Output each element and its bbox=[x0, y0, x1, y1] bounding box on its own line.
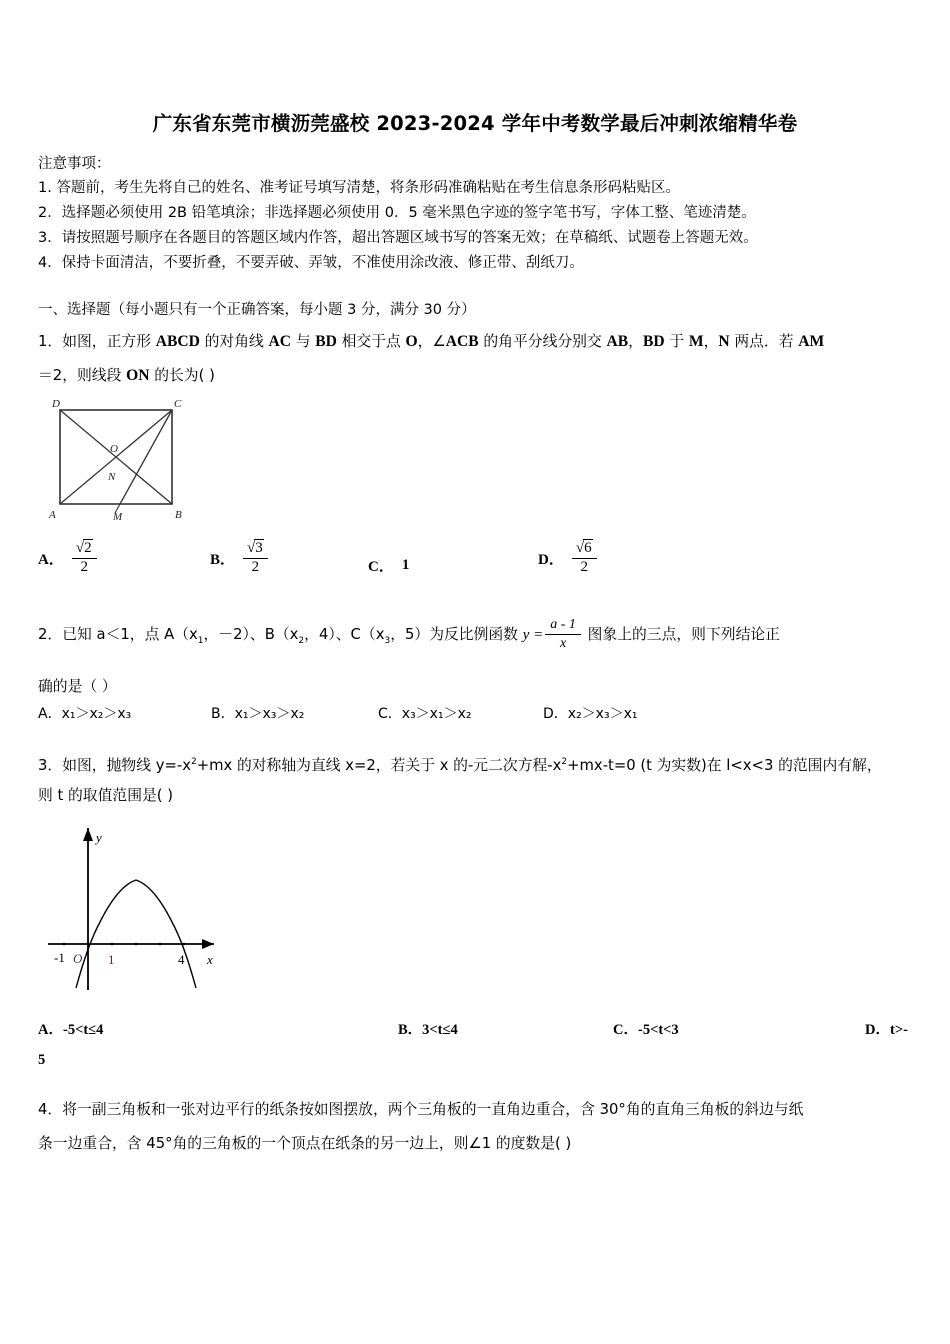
q1-text-e: ，∠ bbox=[417, 333, 446, 350]
q2-sub-2: 2 bbox=[298, 635, 305, 646]
q3-option-a[interactable] bbox=[38, 1018, 103, 1039]
q2-option-a[interactable] bbox=[38, 703, 131, 723]
q1-option-a-denominator: 2 bbox=[80, 558, 88, 575]
q1-text-b: 的对角线 bbox=[199, 333, 269, 350]
notice-item-2: 2．选择题必须使用 2B 铅笔填涂；非选择题必须使用 0．5 毫米黑色字迹的签字笔书写，字体工整、笔迹清楚。 bbox=[38, 205, 756, 221]
question-1-figure bbox=[42, 392, 212, 524]
q2-option-b[interactable] bbox=[211, 703, 304, 723]
q1-line2-post: 的长为( ) bbox=[149, 367, 215, 384]
q1-option-b-fraction bbox=[243, 541, 268, 576]
q2-text-b: ，－2）、B（x bbox=[203, 626, 299, 643]
svg-text:A: A bbox=[49, 509, 56, 521]
q1-option-a-numerator: √2 bbox=[72, 541, 97, 559]
question-2-line-1 bbox=[38, 618, 922, 658]
notices-heading: 注意事项： bbox=[38, 156, 111, 172]
svg-text:M: M bbox=[113, 511, 123, 523]
q3-text-a: 3．如图，抛物线 y=-x bbox=[38, 756, 191, 774]
q3-text-b: +mx 的对称轴为直线 x=2，若关于 x 的-元二次方程-x bbox=[196, 756, 562, 774]
q1-ab: AB bbox=[606, 333, 629, 350]
q1-option-a[interactable] bbox=[38, 541, 97, 576]
svg-text:y: y bbox=[96, 830, 102, 845]
q1-text-h: 于 bbox=[664, 333, 689, 350]
q1-n: N bbox=[718, 333, 730, 350]
q2-option-a-label: A． bbox=[38, 706, 62, 722]
q3-option-d-label: D． bbox=[865, 1022, 890, 1038]
q2-inverse-fraction bbox=[545, 617, 581, 650]
q1-option-b-denominator: 2 bbox=[251, 558, 260, 575]
q1-option-b-numerator: √3 bbox=[243, 541, 268, 559]
q1-option-d[interactable] bbox=[538, 541, 597, 576]
q2-text-d: ，5）为反比例函数 bbox=[390, 626, 523, 643]
q1-text-j: 两点．若 bbox=[729, 333, 799, 350]
q1-bd: BD bbox=[315, 333, 337, 350]
q2-text-a: 2．已知 a＜1，点 A（x bbox=[38, 626, 198, 643]
q2-option-b-label: B． bbox=[211, 706, 235, 722]
q3-option-b-label: B． bbox=[398, 1022, 423, 1038]
q2-text-c: ，4）、C（x bbox=[304, 626, 385, 643]
svg-text:1: 1 bbox=[108, 952, 115, 967]
q3-option-d-wrap: 5 bbox=[38, 1052, 46, 1068]
question-2-line-2: 确的是（ ） bbox=[38, 678, 117, 695]
q1-option-d-label: D． bbox=[538, 551, 564, 568]
q1-acb: ACB bbox=[445, 333, 479, 350]
square-diagram-svg bbox=[42, 392, 212, 524]
svg-text:D: D bbox=[52, 398, 60, 410]
q3-option-a-label: A． bbox=[38, 1022, 63, 1038]
q1-text-i: ， bbox=[703, 333, 719, 350]
q1-am: AM bbox=[798, 333, 825, 350]
q3-option-d[interactable] bbox=[865, 1018, 908, 1039]
q2-option-a-value: x₁＞x₂＞x₃ bbox=[61, 706, 132, 722]
svg-text:O: O bbox=[110, 443, 118, 455]
q2-fraction-numerator: a - 1 bbox=[545, 617, 581, 634]
q2-y-equals: y = bbox=[522, 627, 544, 643]
q2-sub-1: 1 bbox=[197, 635, 204, 646]
q2-option-c-label: C． bbox=[378, 706, 402, 722]
section-heading: 一、选择题（每小题只有一个正确答案，每小题 3 分，满分 30 分） bbox=[38, 302, 476, 318]
question-1-options bbox=[38, 533, 922, 585]
svg-text:C: C bbox=[174, 398, 182, 410]
q3-option-c[interactable] bbox=[613, 1018, 679, 1039]
q2-option-c-value: x₃＞x₁＞x₂ bbox=[401, 706, 472, 722]
q1-text-d: 相交于点 bbox=[336, 333, 406, 350]
q1-ac: AC bbox=[268, 333, 292, 350]
q1-option-d-denominator: 2 bbox=[580, 558, 588, 575]
q1-text-c: 与 bbox=[291, 333, 316, 350]
q1-option-c-value: 1 bbox=[401, 557, 410, 573]
q2-text-e: 图象上的三点，则下列结论正 bbox=[582, 626, 780, 643]
q1-text-g: ， bbox=[628, 333, 643, 350]
question-4-line-1: 4．将一副三角板和一张对边平行的纸条按如图摆放，两个三角板的一直角边重合，含 30°角的直角三角板的斜边与纸 bbox=[38, 1101, 804, 1118]
q2-fraction-denominator: x bbox=[559, 635, 567, 651]
q1-m: M bbox=[688, 333, 704, 350]
q2-option-c[interactable] bbox=[378, 703, 471, 723]
q3-text-c: +mx-t=0 (t 为实数)在 l<x<3 的范围内有解， bbox=[567, 756, 882, 774]
parabola-graph-svg bbox=[44, 818, 244, 1003]
q1-o: O bbox=[405, 333, 418, 350]
q3-option-a-value: -5<t≤4 bbox=[62, 1022, 104, 1038]
svg-text:4: 4 bbox=[178, 952, 185, 967]
q2-option-b-value: x₁＞x₃＞x₂ bbox=[234, 706, 305, 722]
q1-text-f: 的角平分线分别交 bbox=[478, 333, 607, 350]
q1-option-c[interactable] bbox=[368, 555, 409, 576]
svg-text:-1: -1 bbox=[54, 950, 65, 965]
question-3-line-2: 则 t 的取值范围是( ) bbox=[38, 787, 174, 804]
q1-abcd: ABCD bbox=[155, 333, 200, 350]
svg-text:O: O bbox=[73, 951, 83, 966]
q2-option-d-value: x₂＞x₃＞x₁ bbox=[567, 706, 638, 722]
q1-option-b[interactable] bbox=[210, 541, 268, 576]
svg-text:B: B bbox=[175, 509, 182, 521]
svg-text:N: N bbox=[108, 471, 116, 483]
q1-option-d-numerator: √6 bbox=[572, 541, 597, 559]
svg-text:x: x bbox=[207, 952, 213, 967]
question-1-line-1 bbox=[38, 325, 922, 359]
q3-option-b[interactable] bbox=[398, 1018, 458, 1039]
q1-option-a-label: A． bbox=[38, 551, 64, 568]
q1-option-d-fraction bbox=[572, 541, 597, 576]
q1-on: ON bbox=[126, 367, 150, 384]
page-title: 广东省东莞市横沥莞盛校 2023-2024 学年中考数学最后冲刺浓缩精华卷 bbox=[152, 112, 798, 135]
q2-sub-3: 3 bbox=[384, 635, 391, 646]
question-3-figure bbox=[44, 818, 244, 1003]
q1-option-c-label: C． bbox=[368, 559, 394, 575]
notices-block bbox=[38, 152, 922, 276]
question-1-line-2 bbox=[38, 359, 922, 393]
q1-option-b-label: B． bbox=[210, 551, 236, 568]
q1-bd-2: BD bbox=[642, 333, 665, 350]
q2-option-d-label: D． bbox=[543, 706, 568, 722]
q3-option-b-value: 3<t≤4 bbox=[422, 1022, 458, 1038]
q3-exponent-2: 2 bbox=[561, 757, 568, 767]
q1-line2-pre: ＝2，则线段 bbox=[38, 367, 127, 384]
q2-option-d[interactable] bbox=[543, 703, 637, 723]
q1-text-a: 1．如图，正方形 bbox=[38, 333, 156, 350]
notice-item-1: 1. 答题前，考生先将自己的姓名、准考证号填写清楚，将条形码准确粘贴在考生信息条形码粘贴区。 bbox=[38, 180, 680, 196]
question-4-line-2: 条一边重合，含 45°角的三角板的一个顶点在纸条的另一边上，则∠1 的度数是( ) bbox=[38, 1135, 572, 1152]
question-3-line-1 bbox=[38, 745, 922, 783]
notice-item-4: 4．保持卡面清洁，不要折叠，不要弄破、弄皱，不准使用涂改液、修正带、刮纸刀。 bbox=[38, 255, 584, 271]
notice-item-3: 3．请按照题号顺序在各题目的答题区域内作答，超出答题区域书写的答案无效；在草稿纸、试题卷上答题无效。 bbox=[38, 230, 758, 246]
q3-option-d-value: t>- bbox=[889, 1022, 908, 1038]
q3-exponent-1: 2 bbox=[190, 757, 197, 767]
q1-option-a-fraction bbox=[72, 541, 97, 576]
q3-option-c-value: -5<t<3 bbox=[637, 1022, 679, 1038]
q3-option-c-label: C． bbox=[613, 1022, 638, 1038]
